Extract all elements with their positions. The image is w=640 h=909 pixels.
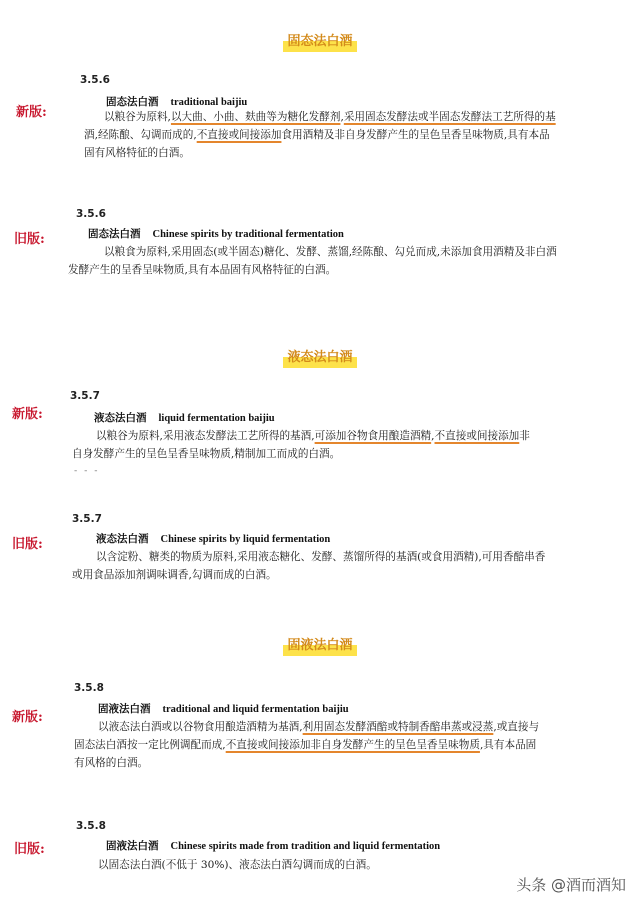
- definition-line: 以粮谷为原料,以大曲、小曲、麸曲等为糖化发酵剂,采用固态发酵法或半固态发酵法工艺所得的基: [104, 111, 556, 123]
- definition-line: 自身发酵产生的呈色呈香呈味物质,精制加工而成的白酒。: [72, 448, 341, 460]
- term-title-cn: 液态法白酒: [94, 412, 147, 424]
- definition-line: 以粮谷为原料,采用液态发酵法工艺所得的基酒,可添加谷物食用酿造酒精,不直接或间接添加非: [96, 430, 530, 442]
- definition-line: 有风格的白酒。: [74, 757, 149, 769]
- term-title-cn: 固态法白酒: [88, 228, 141, 240]
- new-version-label: 新版:: [12, 710, 43, 725]
- definition-line: 以固态法白酒(不低于 30%)、液态法白酒勾调而成的白酒。: [98, 859, 377, 871]
- term-title-cn: 固液法白酒: [106, 840, 159, 852]
- term-title: [98, 701, 349, 716]
- old-version-label: 旧版:: [14, 232, 45, 247]
- clause-number: 3.5.6: [80, 74, 110, 86]
- section-heading-mixed: 固液法白酒: [0, 632, 640, 656]
- section-heading-liquid: 液态法白酒: [0, 344, 640, 368]
- definition-line: 以含淀粉、糖类的物质为原料,采用液态糖化、发酵、蒸馏所得的基酒(或食用酒精),可用香醅串香: [96, 551, 546, 563]
- definition-line: 固有风格特征的白酒。: [84, 147, 190, 159]
- term-title-en: Chinese spirits by traditional fermentation: [152, 229, 344, 240]
- clause-number: 3.5.8: [74, 682, 104, 694]
- watermark: 头条 @酒而酒知: [516, 876, 626, 894]
- term-title-en: Chinese spirits by liquid fermentation: [160, 534, 331, 545]
- dash-mark: - - -: [74, 466, 100, 476]
- term-title-en: traditional baijiu: [170, 97, 248, 108]
- section-heading-solid: 固态法白酒: [0, 28, 640, 52]
- definition-line: 或用食品添加剂调味调香,勾调而成的白酒。: [72, 569, 277, 581]
- clause-number: 3.5.8: [76, 820, 106, 832]
- term-title: [106, 838, 440, 853]
- term-title-en: traditional and liquid fermentation baijiu: [162, 704, 349, 715]
- definition-line: 发酵产生的呈香呈味物质,具有本品固有风格特征的白酒。: [68, 264, 337, 276]
- clause-number: 3.5.6: [76, 208, 106, 220]
- new-version-label: 新版:: [16, 105, 47, 120]
- term-title: [96, 531, 330, 546]
- clause-number: 3.5.7: [72, 513, 102, 525]
- term-title-cn: 固态法白酒: [106, 96, 159, 108]
- term-title-cn: 液态法白酒: [96, 533, 149, 545]
- old-version-label: 旧版:: [14, 842, 45, 857]
- term-title: [94, 410, 275, 425]
- definition-line: 以粮食为原料,采用固态(或半固态)糖化、发酵、蒸馏,经陈酿、勾兑而成,未添加食用酒精及非白酒: [104, 246, 557, 258]
- new-version-label: 新版:: [12, 407, 43, 422]
- definition-line: 固态法白酒按一定比例调配而成,不直接或间接添加非自身发酵产生的呈色呈香呈味物质,具有本品固: [74, 739, 537, 751]
- clause-number: 3.5.7: [70, 390, 100, 402]
- term-title: [88, 226, 344, 241]
- definition-line: 以液态法白酒或以谷物食用酿造酒精为基酒,利用固态发酵酒醅或特制香醅串蒸或浸蒸,或直接与: [98, 721, 540, 733]
- definition-line: 酒,经陈酿、勾调而成的,不直接或间接添加食用酒精及非自身发酵产生的呈色呈香呈味物质,具有本品: [84, 129, 550, 141]
- term-title: [106, 94, 247, 109]
- term-title-en: Chinese spirits made from tradition and liquid fermentation: [170, 841, 441, 852]
- old-version-label: 旧版:: [12, 537, 43, 552]
- term-title-cn: 固液法白酒: [98, 703, 151, 715]
- term-title-en: liquid fermentation baijiu: [158, 413, 275, 424]
